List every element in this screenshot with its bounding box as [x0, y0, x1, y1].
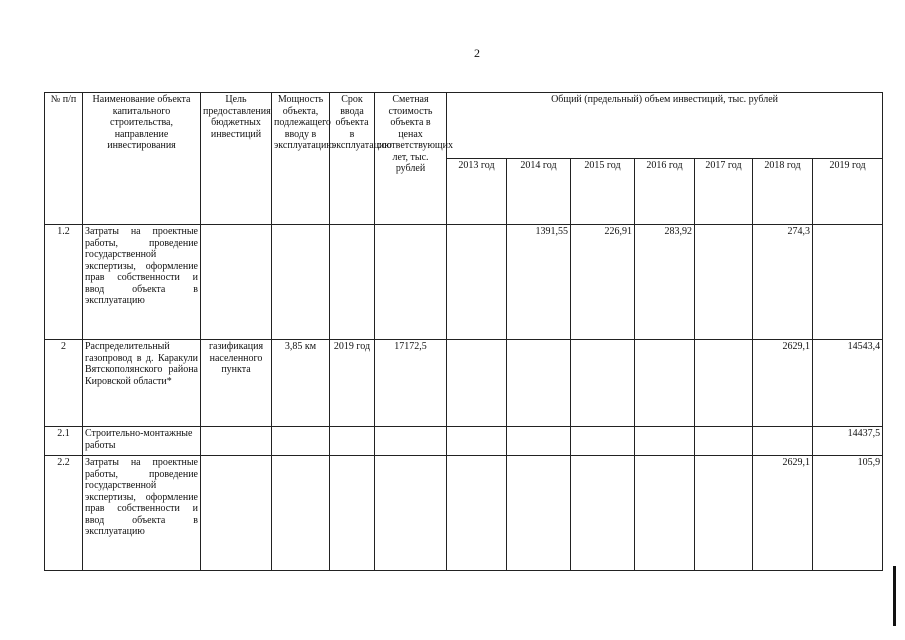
table-row: [45, 340, 883, 427]
header-num: № п/п: [45, 93, 83, 225]
header-capacity: Мощность объекта, подлежащего вводу в эксплуатацию: [272, 93, 330, 225]
row-goal: [201, 225, 272, 340]
row-value-2014: [507, 427, 571, 456]
row-value-2016: 283,92: [635, 225, 695, 340]
row-value-2015: [571, 427, 635, 456]
row-num: 2.2: [45, 456, 83, 571]
row-value-2014: [507, 340, 571, 427]
row-capacity: [272, 427, 330, 456]
row-value-2017: [695, 456, 753, 571]
row-value-2016: [635, 340, 695, 427]
row-term: [330, 427, 375, 456]
row-cost: [375, 225, 447, 340]
row-num: 2.1: [45, 427, 83, 456]
header-row-top: [45, 93, 883, 159]
header-year-2014: 2014 год: [507, 159, 571, 225]
row-value-2015: [571, 456, 635, 571]
row-value-2014: [507, 456, 571, 571]
header-name: Наименование объекта капитального строительства, направление инвестирования: [83, 93, 201, 225]
row-cost: [375, 456, 447, 571]
row-cost: 17172,5: [375, 340, 447, 427]
row-capacity: 3,85 км: [272, 340, 330, 427]
table-row: [45, 427, 883, 456]
row-goal: газификация населенного пункта: [201, 340, 272, 427]
row-value-2013: [447, 340, 507, 427]
row-num: 2: [45, 340, 83, 427]
row-name: Затраты на проектные работы, проведение государственной экспертизы, оформление прав собственности и ввод объекта в эксплуатацию: [83, 456, 201, 571]
header-term: Срок ввода объекта в эксплуатацию: [330, 93, 375, 225]
row-value-2013: [447, 427, 507, 456]
row-value-2019: 14543,4: [813, 340, 883, 427]
header-year-2018: 2018 год: [753, 159, 813, 225]
row-value-2014: 1391,55: [507, 225, 571, 340]
row-value-2013: [447, 456, 507, 571]
header-year-2013: 2013 год: [447, 159, 507, 225]
investment-table: [44, 92, 883, 571]
row-cost: [375, 427, 447, 456]
row-name: Затраты на проектные работы, проведение государственной экспертизы, оформление прав собственности и ввод объекта в эксплуатацию: [83, 225, 201, 340]
row-name: Распределительный газопровод в д. Каракули Вятскополянского района Кировской области*: [83, 340, 201, 427]
header-year-2015: 2015 год: [571, 159, 635, 225]
row-value-2018: 2629,1: [753, 340, 813, 427]
header-year-2017: 2017 год: [695, 159, 753, 225]
row-value-2017: [695, 225, 753, 340]
row-term: 2019 год: [330, 340, 375, 427]
table-row: [45, 456, 883, 571]
row-value-2016: [635, 427, 695, 456]
row-goal: [201, 456, 272, 571]
row-value-2018: 2629,1: [753, 456, 813, 571]
header-cost: Сметная стоимость объекта в ценах соответствующих лет, тыс. рублей: [375, 93, 447, 225]
header-year-2016: 2016 год: [635, 159, 695, 225]
header-year-2019: 2019 год: [813, 159, 883, 225]
row-value-2013: [447, 225, 507, 340]
row-value-2015: 226,91: [571, 225, 635, 340]
header-invest: Общий (предельный) объем инвестиций, тыс. рублей: [447, 93, 883, 159]
row-name: Строительно-монтажные работы: [83, 427, 201, 456]
row-value-2018: 274,3: [753, 225, 813, 340]
row-term: [330, 225, 375, 340]
row-capacity: [272, 225, 330, 340]
row-capacity: [272, 456, 330, 571]
header-goal: Цель предоставления бюджетных инвестиций: [201, 93, 272, 225]
table-row: [45, 225, 883, 340]
row-value-2017: [695, 340, 753, 427]
row-value-2016: [635, 456, 695, 571]
row-goal: [201, 427, 272, 456]
row-num: 1.2: [45, 225, 83, 340]
row-value-2017: [695, 427, 753, 456]
row-value-2018: [753, 427, 813, 456]
row-value-2019: [813, 225, 883, 340]
scan-edge-mark: [893, 566, 896, 626]
row-term: [330, 456, 375, 571]
row-value-2019: 105,9: [813, 456, 883, 571]
row-value-2015: [571, 340, 635, 427]
row-value-2019: 14437,5: [813, 427, 883, 456]
page-number: 2: [474, 46, 480, 60]
